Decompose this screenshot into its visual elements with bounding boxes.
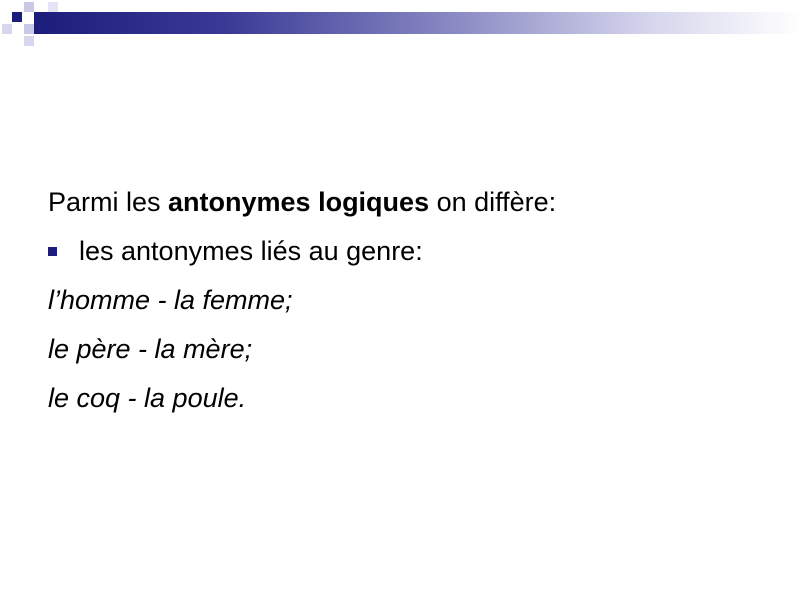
intro-text: Parmi les (48, 187, 169, 217)
decor-square (24, 24, 34, 34)
square-bullet-icon (48, 247, 57, 256)
decor-square (24, 2, 34, 12)
header-gradient-bar (34, 12, 800, 34)
example-line: l’homme - la femme; (48, 285, 293, 315)
intro-text-end: on diffère: (429, 187, 557, 217)
decor-square (2, 24, 12, 34)
slide-body (48, 178, 768, 423)
example-line: le coq - la poule. (48, 383, 247, 413)
decor-square (48, 2, 58, 12)
example-line: le père - la mère; (48, 334, 253, 364)
bullet-text: les antonymes liés au genre: (79, 236, 423, 266)
decor-square (24, 36, 34, 46)
bullet-item (48, 227, 768, 276)
intro-line (48, 178, 768, 227)
intro-emphasis: antonymes logiques (168, 187, 430, 217)
decor-square (12, 12, 22, 22)
